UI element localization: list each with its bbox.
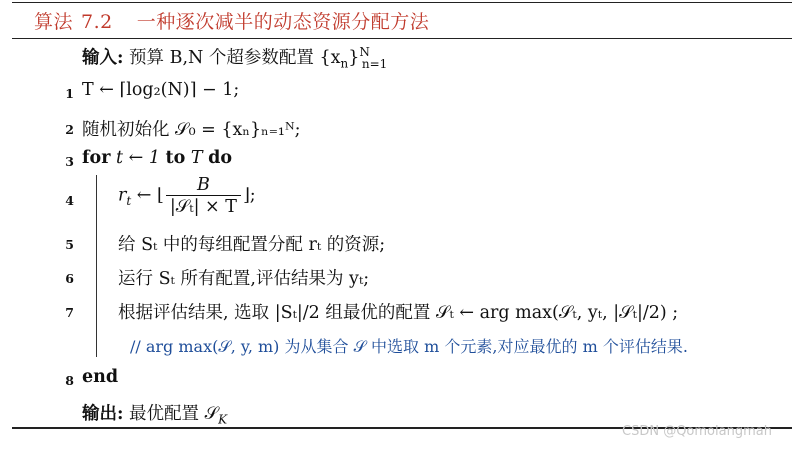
to-keyword: to xyxy=(165,148,186,168)
line-number: 4 xyxy=(65,193,74,208)
line-6: 运行 Sₜ 所有配置,评估结果为 yₜ; xyxy=(118,269,370,289)
watermark: CSDN @Qomolangmah xyxy=(622,424,772,439)
line-2: 随机初始化 𝒮₀ = {xₙ}ₙ₌₁ᴺ; xyxy=(82,120,301,140)
input-keyword: 输入: xyxy=(82,48,124,68)
r-symbol: r xyxy=(118,185,127,206)
comment-line: // arg max(𝒮, y, m) 为从集合 𝒮 中选取 m 个元素,对应最优的 m 个评估结果. xyxy=(130,337,688,356)
line-4 xyxy=(118,175,256,217)
line-number: 3 xyxy=(65,154,74,169)
line-3 xyxy=(82,148,232,168)
end-keyword: end xyxy=(82,367,119,387)
line-8 xyxy=(82,367,118,387)
input-sup: N xyxy=(359,45,370,60)
fraction xyxy=(166,175,241,217)
input-text: 预算 B,N 个超参数配置 {x xyxy=(129,48,341,68)
output-keyword: 输出: xyxy=(82,404,124,424)
do-keyword: do xyxy=(208,148,233,168)
for-end: T xyxy=(190,148,203,168)
line-number: 2 xyxy=(65,122,74,137)
line-1: T ← ⌈log₂(N)⌉ − 1; xyxy=(82,80,240,100)
input-line xyxy=(82,44,387,71)
line-number: 7 xyxy=(65,305,74,320)
line-number: 1 xyxy=(65,86,74,101)
caption-label: 算法 xyxy=(34,11,74,33)
caption-rule xyxy=(12,38,792,39)
line-7: 根据评估结果, 选取 |Sₜ|/2 组最优的配置 𝒮ₜ ← arg max(𝒮ₜ, yₜ, |𝒮ₜ|/2) ; xyxy=(118,303,679,323)
top-rule xyxy=(12,2,792,3)
r-sub: t xyxy=(126,194,132,208)
output-sub: K xyxy=(218,412,228,427)
output-line xyxy=(82,400,227,427)
algorithm-caption xyxy=(34,7,429,34)
input-sub: n xyxy=(340,56,349,71)
fraction-numerator: B xyxy=(166,175,241,196)
line-number: 5 xyxy=(65,237,74,252)
fraction-denominator: |𝒮ₜ| × T xyxy=(169,197,237,217)
output-text: 最优配置 𝒮 xyxy=(129,404,219,424)
floor-open: ← ⌊ xyxy=(136,185,164,206)
loop-body-bar xyxy=(96,175,97,357)
floor-close: ⌋; xyxy=(242,185,256,206)
input-sub2: n=1 xyxy=(361,56,388,71)
caption-number: 7.2 xyxy=(81,11,113,33)
line-5: 给 Sₜ 中的每组配置分配 rₜ 的资源; xyxy=(118,235,386,255)
for-keyword: for xyxy=(82,148,111,168)
line-number: 6 xyxy=(65,271,74,286)
for-range: t ← 1 xyxy=(116,148,160,168)
input-close: } xyxy=(348,48,360,68)
line-number: 8 xyxy=(65,373,74,388)
caption-title: 一种逐次减半的动态资源分配方法 xyxy=(136,11,430,33)
